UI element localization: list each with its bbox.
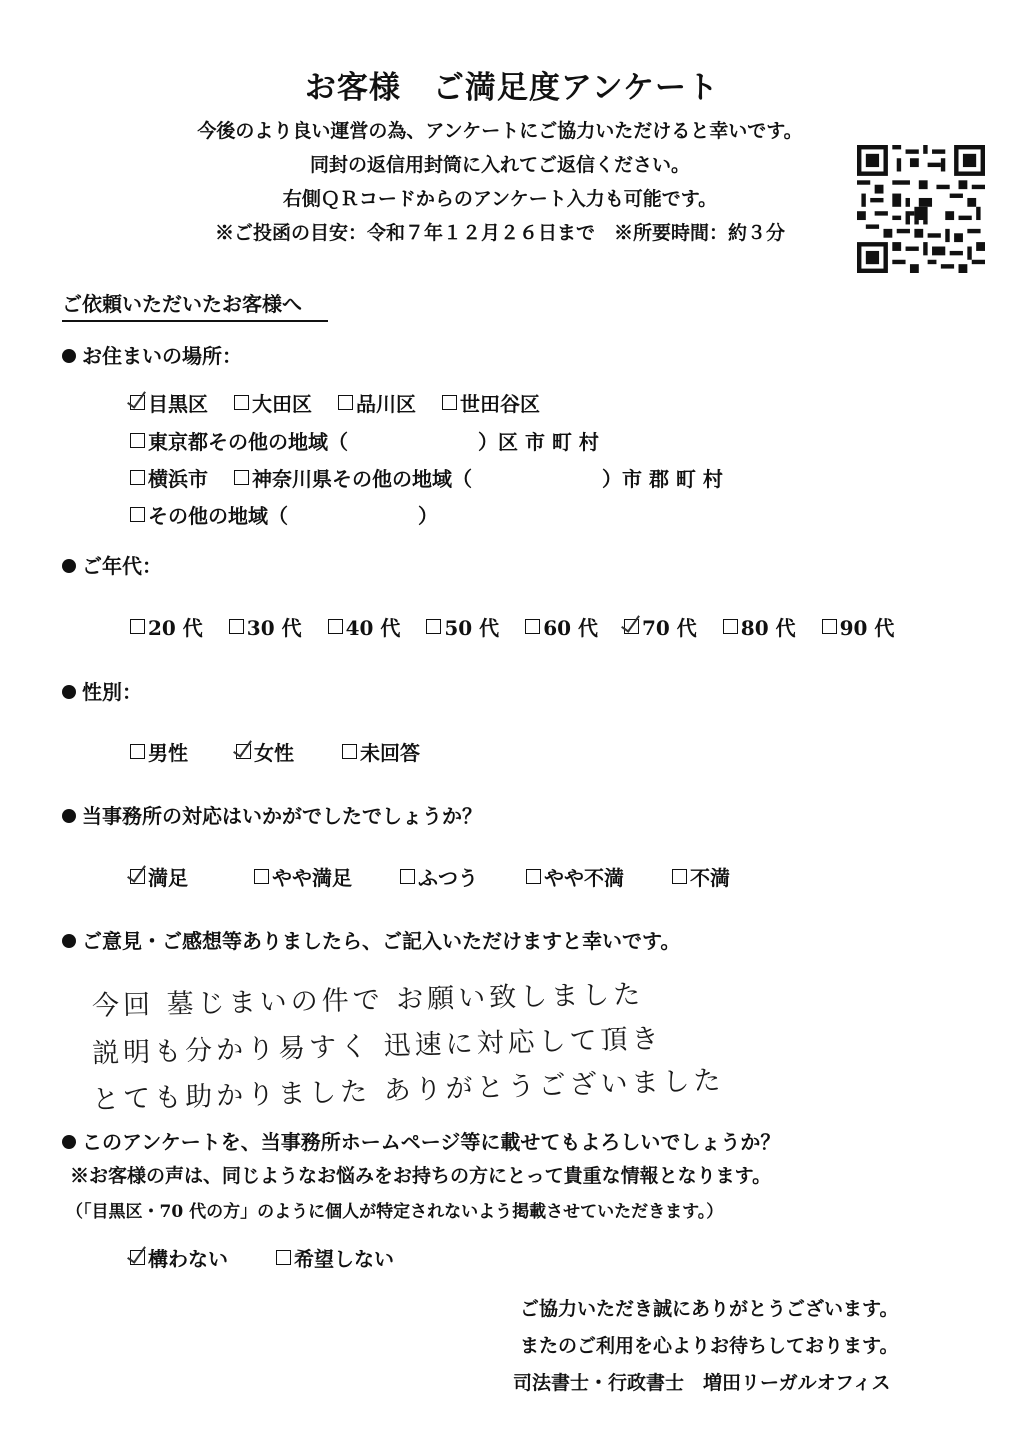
intro-line-1: 今後のより良い運営の為、アンケートにご協力いただけると幸いです。 [197, 120, 803, 142]
checkbox-female[interactable]: 女性 [236, 737, 294, 766]
residence-question: お住まいの場所： [62, 340, 242, 369]
qr-code-icon[interactable] [857, 145, 985, 273]
intro-line-2: 同封の返信用封筒に入れてご返信ください。 [309, 154, 690, 176]
bullet-icon [62, 809, 76, 823]
checkbox-icon[interactable] [130, 619, 145, 634]
residence-row-4 [130, 500, 438, 529]
gender-options [130, 737, 420, 766]
handwritten-comment-line-3: とても助かりました ありがとうございました [91, 1065, 726, 1116]
checkbox-no-answer[interactable]: 未回答 [342, 737, 420, 766]
bullet-icon [62, 559, 76, 573]
checkbox-icon[interactable] [130, 744, 145, 759]
checkbox-icon[interactable] [254, 869, 269, 884]
bullet-icon [62, 1135, 76, 1149]
publish-options [130, 1243, 394, 1272]
checkbox-icon[interactable] [130, 507, 145, 522]
footer-office-name: 司法書士・行政書士 増田リーガルオフィス [513, 1372, 891, 1394]
kanagawa-other-suffix: ）市 郡 町 村 [602, 467, 723, 491]
checkbox-meguro[interactable]: 目黒区 [130, 388, 208, 417]
footer-again: またのご利用を心よりお待ちしております。 [520, 1335, 899, 1357]
checkbox-icon[interactable] [672, 869, 687, 884]
checkbox-kanagawa-other[interactable]: 神奈川県その他の地域（ [234, 463, 472, 492]
checkbox-satisfied[interactable]: 満足 [130, 862, 188, 891]
checkbox-icon[interactable] [130, 470, 145, 485]
residence-row-3 [130, 463, 723, 492]
checkbox-checked-icon[interactable] [236, 744, 251, 759]
checkbox-somewhat-dissatisfied[interactable]: やや不満 [526, 862, 624, 891]
publish-note-1: ※お客様の声は、同じようなお悩みをお持ちの方にとって貴重な情報となります。 [70, 1165, 772, 1187]
bullet-icon [62, 934, 76, 948]
checkbox-icon[interactable] [442, 395, 457, 410]
checkbox-icon[interactable] [525, 619, 540, 634]
checkbox-checked-icon[interactable] [130, 395, 145, 410]
intro-line-4: ※ご投函の目安：令和７年１２月２６日まで ※所要時間：約３分 [214, 222, 785, 244]
checkbox-yokohama[interactable]: 横浜市 [130, 463, 208, 492]
residence-row-1 [130, 388, 540, 417]
checkbox-icon[interactable] [526, 869, 541, 884]
tokyo-other-suffix: ）区 市 町 村 [478, 430, 599, 454]
checkbox-tokyo-other[interactable]: 東京都その他の地域（ [130, 426, 348, 455]
comments-question: ご意見・ご感想等ありましたら、ご記入いただけますと幸いです。 [62, 925, 680, 954]
checkbox-age-70[interactable]: 70 代 [624, 612, 697, 641]
residence-row-2 [130, 426, 599, 455]
checkbox-icon[interactable] [723, 619, 738, 634]
checkbox-icon[interactable] [338, 395, 353, 410]
checkbox-icon[interactable] [342, 744, 357, 759]
checkbox-icon[interactable] [130, 433, 145, 448]
checkbox-male[interactable]: 男性 [130, 737, 188, 766]
survey-title: お客様 ご満足度アンケート [304, 70, 720, 106]
age-question: ご年代： [62, 550, 162, 579]
publish-note-2: （「目黒区・70 代の方」のように個人が特定されないよう掲載させていただきます。） [66, 1202, 724, 1222]
section-heading: ご依頼いただいたお客様へ [62, 288, 328, 322]
checkbox-icon[interactable] [400, 869, 415, 884]
checkbox-age-50[interactable]: 50 代 [426, 612, 499, 641]
checkbox-age-80[interactable]: 80 代 [723, 612, 796, 641]
handwritten-comment-line-2: 説明も分かり易すく 迅速に対応して頂き [91, 1023, 663, 1070]
checkbox-dissatisfied[interactable]: 不満 [672, 862, 730, 891]
publish-question: このアンケートを、当事務所ホームページ等に載せてもよろしいでしょうか？ [62, 1126, 780, 1155]
checkbox-age-60[interactable]: 60 代 [525, 612, 598, 641]
bullet-icon [62, 685, 76, 699]
checkbox-age-30[interactable]: 30 代 [229, 612, 302, 641]
checkbox-age-90[interactable]: 90 代 [822, 612, 895, 641]
bullet-icon [62, 349, 76, 363]
checkbox-icon[interactable] [328, 619, 343, 634]
checkbox-icon[interactable] [229, 619, 244, 634]
checkbox-icon[interactable] [276, 1250, 291, 1265]
checkbox-icon[interactable] [822, 619, 837, 634]
gender-question: 性別： [62, 676, 142, 705]
checkbox-icon[interactable] [234, 395, 249, 410]
checkbox-age-20[interactable]: 20 代 [130, 612, 203, 641]
checkbox-allow-publish[interactable]: 構わない [130, 1243, 228, 1272]
checkbox-checked-icon[interactable] [130, 869, 145, 884]
checkbox-icon[interactable] [234, 470, 249, 485]
checkbox-checked-icon[interactable] [624, 619, 639, 634]
checkbox-age-40[interactable]: 40 代 [328, 612, 401, 641]
checkbox-somewhat-satisfied[interactable]: やや満足 [254, 862, 352, 891]
checkbox-icon[interactable] [426, 619, 441, 634]
checkbox-decline-publish[interactable]: 希望しない [276, 1243, 394, 1272]
checkbox-neutral[interactable]: ふつう [400, 862, 478, 891]
intro-line-3: 右側ＱＲコードからのアンケート入力も可能です。 [282, 188, 718, 210]
handwritten-comment-line-1: 今回 墓じまいの件で お願い致しました [91, 979, 645, 1022]
satisfaction-question: 当事務所の対応はいかがでしたでしょうか？ [62, 800, 482, 829]
checkbox-other-region[interactable]: その他の地域（ [130, 500, 288, 529]
checkbox-setagaya[interactable]: 世田谷区 [442, 388, 540, 417]
checkbox-ota[interactable]: 大田区 [234, 388, 312, 417]
checkbox-shinagawa[interactable]: 品川区 [338, 388, 416, 417]
checkbox-checked-icon[interactable] [130, 1250, 145, 1265]
footer-thanks: ご協力いただき誠にありがとうございます。 [520, 1298, 899, 1320]
satisfaction-options [130, 862, 730, 891]
other-region-suffix: ） [418, 504, 438, 528]
age-options [130, 612, 894, 641]
